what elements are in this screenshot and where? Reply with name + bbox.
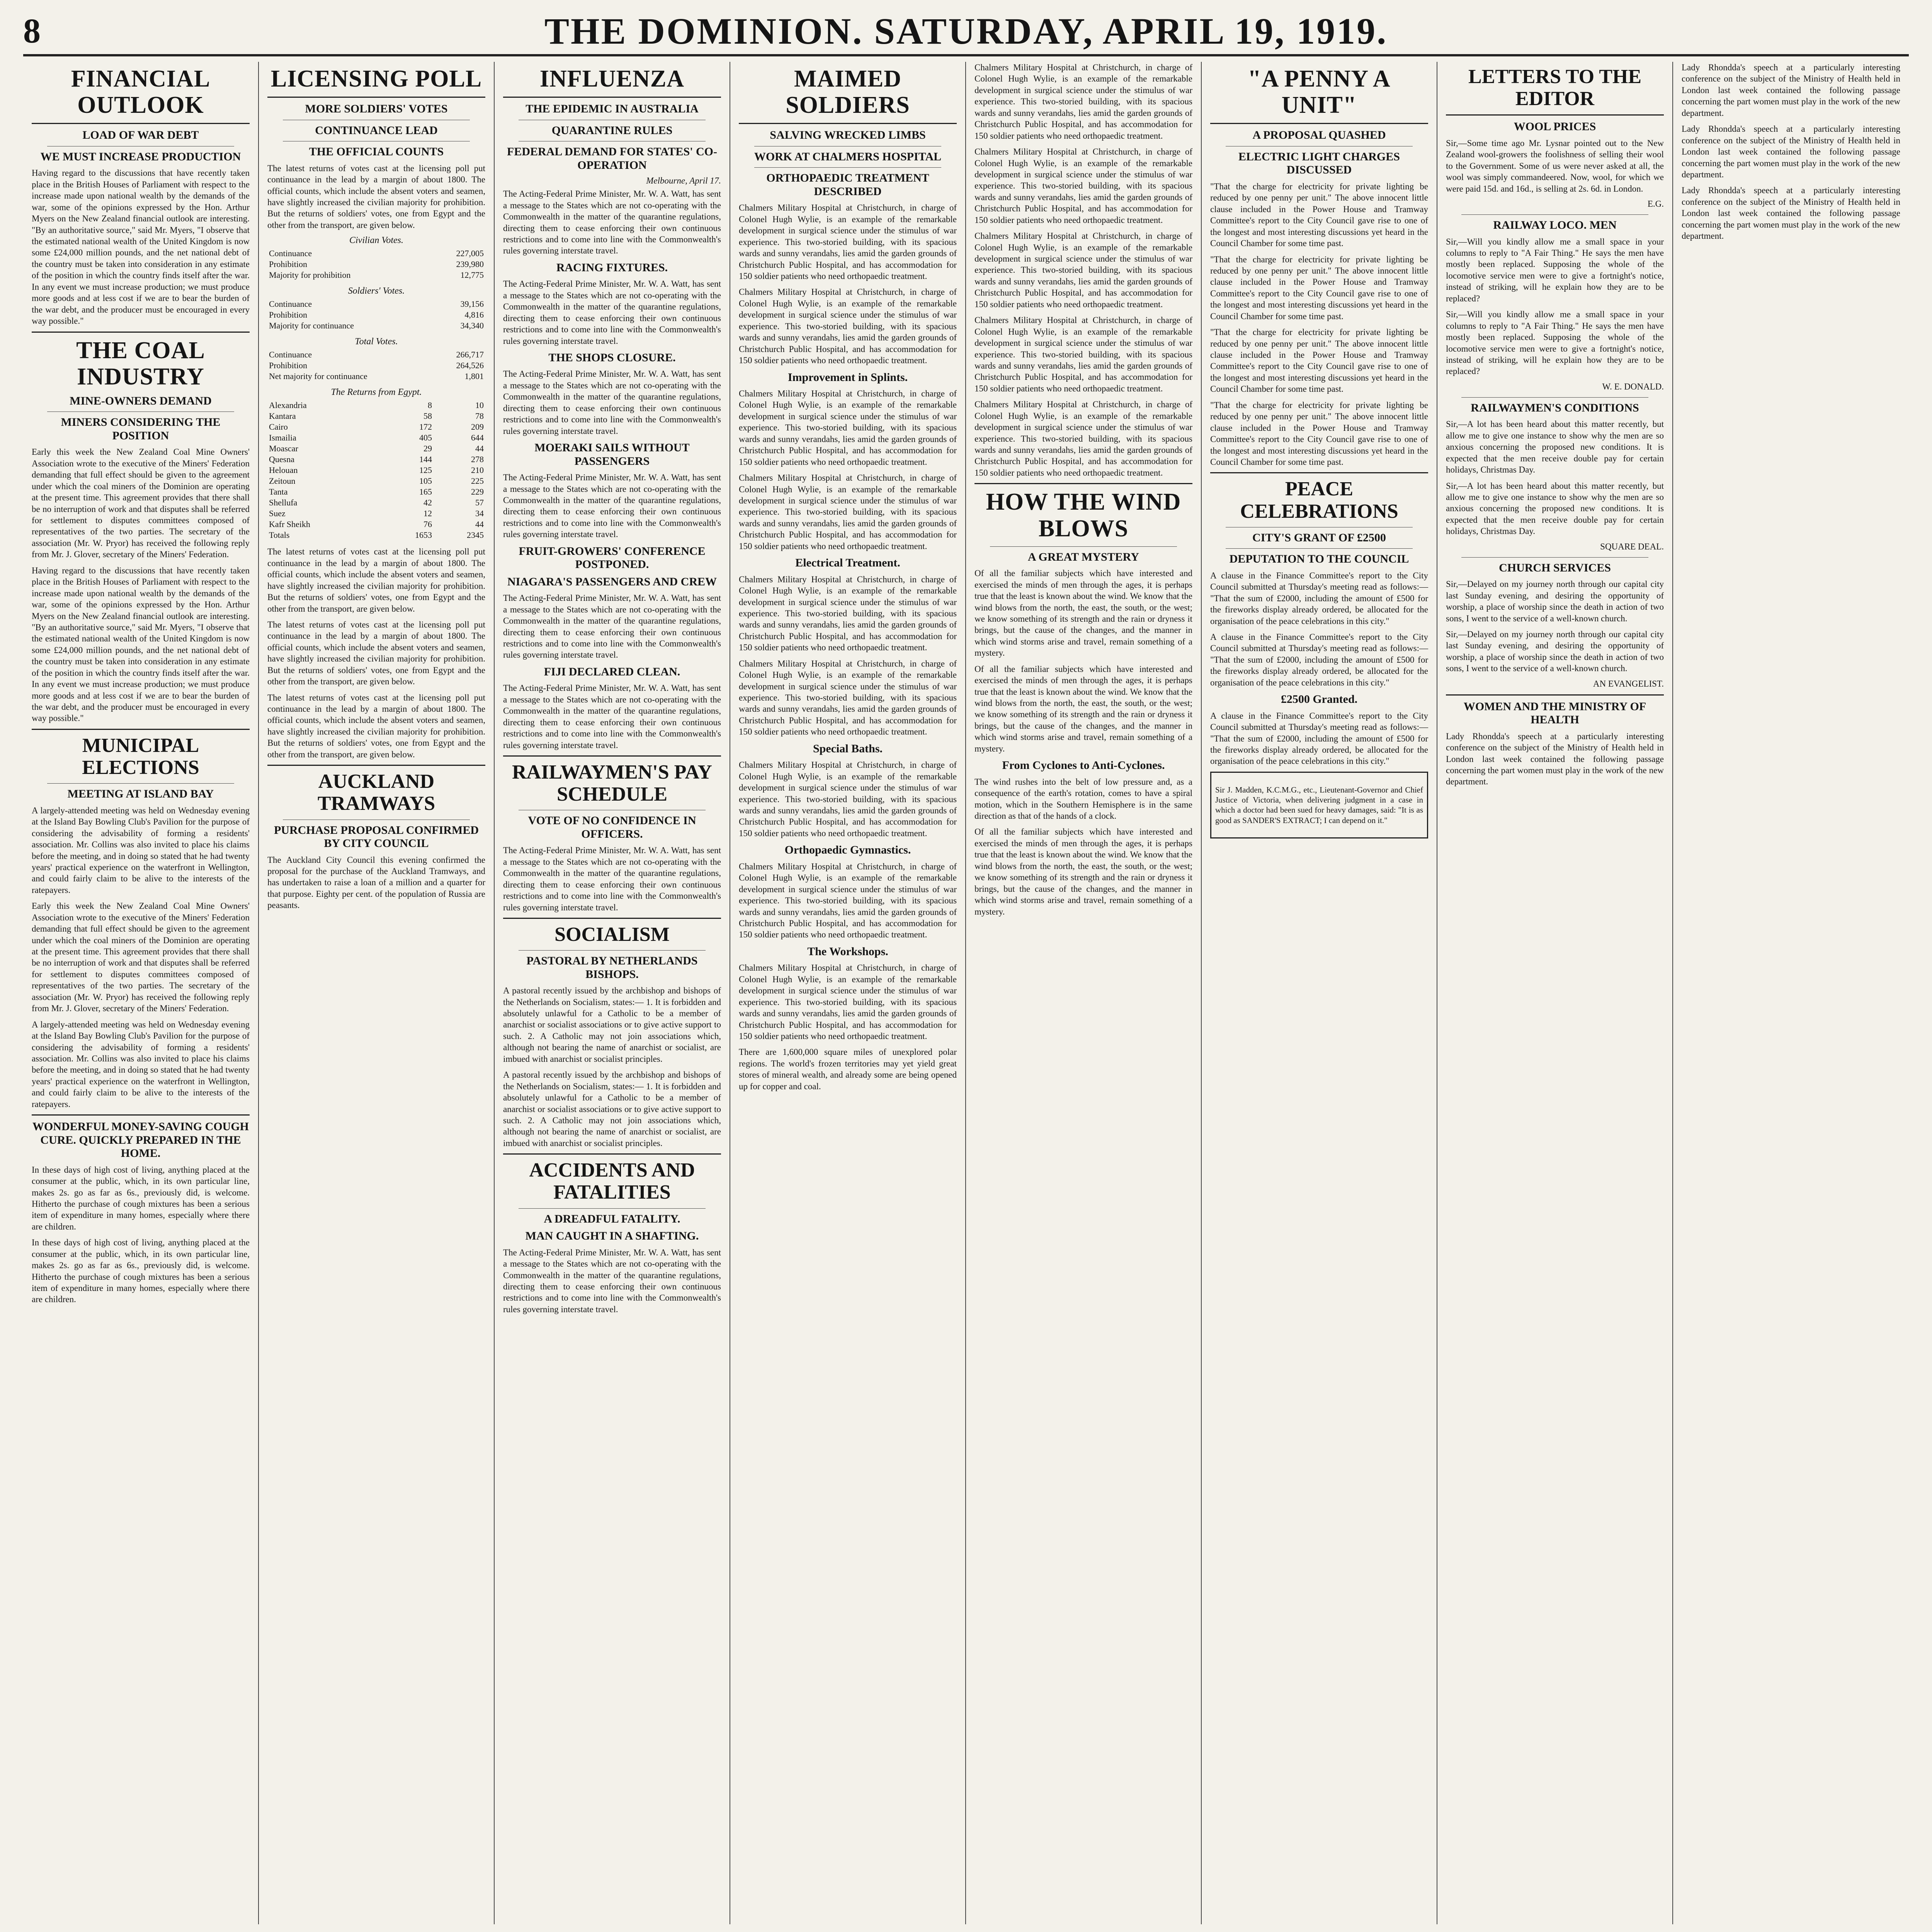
table-row: Suez 12 34 — [269, 509, 484, 519]
municipal-elections-body: A largely-attended meeting was held on Wednesday evening at the Island Bay Bowling Club's Pavilion for the purpose of considering the advisability of forming a residents' association. Mr. Collins was also invited to place his claims before the meeting, and in doing so stated that he had twenty years' practical experience on the waterfront in Wellington, and could fairly claim to be alive to the interests of the ratepayers. — [32, 805, 250, 895]
column-1 — [23, 62, 259, 1924]
accidents-sub2: MAN CAUGHT IN A SHAFTING. — [525, 1230, 699, 1243]
table-row: Kafr Sheikh 76 44 — [269, 519, 484, 529]
grant-sub: £2500 Granted. — [1281, 693, 1358, 706]
cyclones-body: The wind rushes into the belt of low pressure and, as a consequence of the earth's rotation, comes to have a spiral motion, which in the Southern Hemisphere is in the same direction as that of the hands of a clock. — [975, 777, 1192, 821]
municipal-elections-body-cont2: A largely-attended meeting was held on Wednesday evening at the Island Bay Bowling Club's Pavilion for the purpose of considering the advisability of forming a residents' association. Mr. Collins was also invited to place his claims before the meeting, and in doing so stated that he had twenty years' practical experience on the waterfront in Wellington, and could fairly claim to be alive to the interests of the ratepayers. — [32, 1019, 250, 1109]
church-services-body: Sir,—Delayed on my journey north through our capital city last Sunday evening, and desiring the opportunity of worship, a place of worship since the death in action of two sons, I went to the service of a well-known church. — [1446, 579, 1664, 623]
ministry-health-body: Lady Rhondda's speech at a particularly interesting conference on the subject of the Ministry of Health held in London last week contained the following passage concerning the part women must play in the work of the new department. — [1446, 731, 1664, 787]
coal-industry-heading: THE COAL INDUSTRY — [76, 337, 205, 390]
table-row: Cairo 172 209 — [269, 422, 484, 432]
socialism-sub: PASTORAL BY NETHERLANDS BISHOPS. — [526, 954, 698, 981]
coal-industry-body-cont: Having regard to the discussions that have recently taken place in the British Houses of Parliament with respect to the increase made upon national wealth by the demands of the war, some of the opinions expressed by the Hon. Arthur Myers on the New Zealand financial outlook are interesting. "By an authoritative source," said Mr. Myers, "I observe that the estimated national wealth of the United Kingdom is now some £24,000 million pounds, and the net national debt of the country must be taken into consideration in any estimate of the position in which the country finds itself after the war. In any event we must increase production; we must produce more goods and at less cost if we are to bear the burden of the war debt, and the producer must be encouraged in every way possible." — [32, 565, 250, 723]
workshops-sub: The Workshops. — [807, 945, 888, 958]
licensing-poll-heading: LICENSING POLL — [270, 66, 482, 92]
egypt-returns-title: The Returns from Egypt. — [331, 387, 422, 398]
fiji-body: The Acting-Federal Prime Minister, Mr. W. A. Watt, has sent a message to the States which are not co-operating with the Commonwealth in the matter of the quarantine regulations, directing them to cease enforcing their own continuous restrictions and to come into line with the Commonwealth's rules governing interstate travel. — [503, 683, 721, 750]
licensing-poll-body-cont: The latest returns of votes cast at the licensing poll put continuance in the lead by a margin of about 1800. The official counts, which include the absent voters and seamen, have slightly increased the civilian majority for prohibition. But the returns of soldiers' votes, one from Egypt and the other from the transport, are given below. — [267, 547, 485, 614]
maimed-soldiers-body: Chalmers Military Hospital at Christchurch, in charge of Colonel Hugh Wylie, is an example of the remarkable development in surgical science under the stimulus of war experience. This two-storied building, with its spacious wards and sunny verandahs, lies amid the garden grounds of Christchurch Public Hospital, and has accommodation for 150 soldier patients who need orthopaedic treatment. — [739, 203, 957, 281]
influenza-body: The Acting-Federal Prime Minister, Mr. W. A. Watt, has sent a message to the States which are not co-operating with the Commonwealth in the matter of the quarantine regulations, directing them to cease enforcing their own continuous restrictions and to come into line with the Commonwealth's rules governing interstate travel. — [503, 189, 721, 256]
penny-unit-body: "That the charge for electricity for private lighting be reduced by one penny per unit." The above innocent little clause included in the Power House and Tramway Committee's report to the City Council gave rise to one of the longest and most interesting discussions yet heard in the Council Chamber for some time past. — [1210, 181, 1428, 248]
cough-cure-ad-body-cont: In these days of high cost of living, anything placed at the consumer at the public, which, in its own particular line, makes 2s. go as far as 6s., previously did, is welcome. Hitherto the purchase of cough mixtures has been a serious item of expenditure in many homes, especially where there are children. — [32, 1238, 250, 1304]
racing-fixtures-sub: RACING FIXTURES. — [556, 261, 668, 274]
auckland-tramways-body: The Auckland City Council this evening confirmed the proposal for the purchase of the Auckland Tramways, and has undertaken to raise a loan of a million and a quarter for that purpose. Eighty per cent. of the population of Russia are peasants. — [267, 855, 485, 910]
railway-loco-sub: RAILWAY LOCO. MEN — [1493, 219, 1617, 232]
special-baths-body: Chalmers Military Hospital at Christchurch, in charge of Colonel Hugh Wylie, is an example of the remarkable development in surgical science under the stimulus of war experience. This two-storied building, with its spacious wards and sunny verandahs, lies amid the garden grounds of Christchurch Public Hospital, and has accommodation for 150 soldier patients who need orthopaedic treatment. — [739, 760, 957, 838]
influenza-heading: INFLUENZA — [539, 66, 685, 92]
soldiers-votes-table — [267, 299, 485, 331]
peace-celebrations-sub2: DEPUTATION TO THE COUNCIL — [1229, 553, 1409, 566]
newspaper-title: THE DOMINION. SATURDAY, APRIL 19, 1919. — [544, 10, 1388, 52]
table-row: Shellufa 42 57 — [269, 498, 484, 508]
table-row: Totals 1653 2345 — [269, 530, 484, 540]
maimed-soldiers-continued3: Chalmers Military Hospital at Christchurch, in charge of Colonel Hugh Wylie, is an example of the remarkable development in surgical science under the stimulus of war experience. This two-storied building, with its spacious wards and sunny verandahs, lies amid the garden grounds of Christchurch Public Hospital, and has accommodation for 150 soldier patients who need orthopaedic treatment. — [975, 231, 1192, 309]
wool-prices-sub: WOOL PRICES — [1514, 120, 1596, 133]
church-services-body-cont: Sir,—Delayed on my journey north through our capital city last Sunday evening, and desiring the opportunity of worship, a place of worship since the death in action of two sons, I went to the service of a well-known church. — [1446, 629, 1664, 673]
newspaper-page — [23, 62, 1909, 1924]
cough-cure-ad-body: In these days of high cost of living, anything placed at the consumer at the public, which, in its own particular line, makes 2s. go as far as 6s., previously did, is welcome. Hitherto the purchase of cough mixtures has been a serious item of expenditure in many homes, especially where there are children. — [32, 1165, 250, 1231]
penny-unit-heading: "A PENNY A UNIT" — [1248, 66, 1391, 119]
table-row: Majority for continuance 34,340 — [269, 321, 484, 331]
wind-blows-sub: A GREAT MYSTERY — [1028, 550, 1139, 563]
table-row: Prohibition 264,526 — [269, 361, 484, 371]
ministry-health-body-cont2: Lady Rhondda's speech at a particularly interesting conference on the subject of the Ministry of Health held in London last week contained the following passage concerning the part women must play in the work of the new department. — [1682, 124, 1900, 179]
railwaymen-conditions-body-cont: Sir,—A lot has been heard about this matter recently, but allow me to give one instance to show why the men are so anxious concerning the proposed new conditions. It is expected that the men receive double pay for certain holidays, Christmas Day. — [1446, 481, 1664, 536]
wind-blows-body: Of all the familiar subjects which have interested and exercised the minds of men through the ages, it is perhaps true that the least is known about the wind. We know that the wind blows from the north, the east, the south, or the west; we know something of its strength and the rain or dryness it brings, but the cause of the changes, and the manner in which wind storms arise and travel, remain something of a mystery. — [975, 568, 1192, 658]
influenza-sub1: THE EPIDEMIC IN AUSTRALIA — [526, 102, 699, 116]
special-baths-sub: Special Baths. — [813, 742, 883, 755]
accidents-body: The Acting-Federal Prime Minister, Mr. W. A. Watt, has sent a message to the States which are not co-operating with the Commonwealth in the matter of the quarantine regulations, directing them to cease enforcing their own continuous restrictions and to come into line with the Commonwealth's rules governing interstate travel. — [503, 1247, 721, 1314]
splints-body: Chalmers Military Hospital at Christchurch, in charge of Colonel Hugh Wylie, is an example of the remarkable development in surgical science under the stimulus of war experience. This two-storied building, with its spacious wards and sunny verandahs, lies amid the garden grounds of Christchurch Public Hospital, and has accommodation for 150 soldier patients who need orthopaedic treatment. — [739, 389, 957, 467]
electrical-sub: Electrical Treatment. — [795, 556, 900, 570]
moeraki-sub: MOERAKI SAILS WITHOUT PASSENGERS — [534, 441, 690, 468]
railway-loco-body-cont: Sir,—Will you kindly allow me a small space in your columns to reply to "A Fair Thing." He says the men have mostly been replaced. Supposing the whole of the locomotive service men were to give a fortnight's notice, instead of striking, will he explain how they are to be replaced? — [1446, 310, 1664, 376]
accidents-sub1: A DREADFUL FATALITY. — [544, 1212, 680, 1225]
accidents-heading: ACCIDENTS AND FATALITIES — [529, 1159, 695, 1204]
racing-fixtures-body: The Acting-Federal Prime Minister, Mr. W. A. Watt, has sent a message to the States which are not co-operating with the Commonwealth in the matter of the quarantine regulations, directing them to cease enforcing their own continuous restrictions and to come into line with the Commonwealth's rules governing interstate travel. — [503, 279, 721, 346]
soldiers-votes-title: Soldiers' Votes. — [348, 286, 405, 296]
influenza-dateline: Melbourne, April 17. — [646, 176, 721, 186]
fruit-growers-sub: FRUIT-GROWERS' CONFERENCE POSTPONED. — [519, 544, 706, 571]
electrical-body: Chalmers Military Hospital at Christchurch, in charge of Colonel Hugh Wylie, is an example of the remarkable development in surgical science under the stimulus of war experience. This two-storied building, with its spacious wards and sunny verandahs, lies amid the garden grounds of Christchurch Public Hospital, and has accommodation for 150 soldier patients who need orthopaedic treatment. — [739, 574, 957, 653]
civilian-votes-table — [267, 248, 485, 281]
masthead — [23, 8, 1909, 56]
socialism-body: A pastoral recently issued by the archbishop and bishops of the Netherlands on Socialism, states:— 1. It is forbidden and absolutely unlawful for a Catholic to be a member of anarchist or socialist associations or to give active support to such. 2. A Catholic may not join associations which, although not bearing the name of anarchist or socialist, are imbued with anarchist or socialist principles. — [503, 986, 721, 1064]
column-7 — [1437, 62, 1673, 1924]
civilian-votes-title: Civilian Votes. — [349, 235, 403, 246]
wind-blows-body-cont: Of all the familiar subjects which have interested and exercised the minds of men through the ages, it is perhaps true that the least is known about the wind. We know that the wind blows from the north, the east, the south, or the west; we know something of its strength and the rain or dryness it brings, but the cause of the changes, and the manner in which wind storms arise and travel, remain something of a mystery. — [975, 664, 1192, 753]
licensing-poll-body-cont3: The latest returns of votes cast at the licensing poll put continuance in the lead by a margin of about 1800. The official counts, which include the absent voters and seamen, have slightly increased the civilian majority for prohibition. But the returns of soldiers' votes, one from Egypt and the other from the transport, are given below. — [267, 692, 485, 759]
municipal-elections-heading: MUNICIPAL ELECTIONS — [82, 734, 199, 779]
table-row: Continuance 266,717 — [269, 350, 484, 360]
ministry-health-body-cont: Lady Rhondda's speech at a particularly interesting conference on the subject of the Ministry of Health held in London last week contained the following passage concerning the part women must play in the work of the new department. — [1682, 63, 1900, 118]
coal-industry-body: Early this week the New Zealand Coal Mine Owners' Association wrote to the executive of the Miners' Federation demanding that full effect should be given to the agreement under which the coal miners of the Dominion are operating at the present time. This agreement provides that there shall be no interruption of work and that disputes shall be referred for settlement to disputes committees composed of representatives of the two parties. The secretary of the association (Mr. W. Pryor) has received the following reply from Mr. J. Glover, secretary of the Miners' Federation. — [32, 447, 250, 560]
wind-blows-heading: HOW THE WIND BLOWS — [986, 489, 1181, 542]
table-row: Alexandria 8 10 — [269, 400, 484, 410]
influenza-sub2: QUARANTINE RULES — [551, 124, 673, 137]
shops-closure-sub: THE SHOPS CLOSURE. — [548, 351, 676, 364]
table-row: Zeitoun 105 225 — [269, 476, 484, 486]
licensing-poll-sub2: CONTINUANCE LEAD — [315, 124, 438, 137]
table-row: Kantara 58 78 — [269, 411, 484, 421]
maimed-soldiers-continued4: Chalmers Military Hospital at Christchurch, in charge of Colonel Hugh Wylie, is an example of the remarkable development in surgical science under the stimulus of war experience. This two-storied building, with its spacious wards and sunny verandahs, lies amid the garden grounds of Christchurch Public Hospital, and has accommodation for 150 soldier patients who need orthopaedic treatment. — [975, 315, 1192, 393]
licensing-poll-body-cont2: The latest returns of votes cast at the licensing poll put continuance in the lead by a margin of about 1800. The official counts, which include the absent voters and seamen, have slightly increased the civilian majority for prohibition. But the returns of soldiers' votes, one from Egypt and the other from the transport, are given below. — [267, 619, 485, 687]
gymnastics-sub: Orthopaedic Gymnastics. — [784, 844, 911, 857]
fiji-sub: FIJI DECLARED CLEAN. — [544, 665, 680, 678]
electrical-body-cont: Chalmers Military Hospital at Christchurch, in charge of Colonel Hugh Wylie, is an example of the remarkable development in surgical science under the stimulus of war experience. This two-storied building, with its spacious wards and sunny verandahs, lies amid the garden grounds of Christchurch Public Hospital, and has accommodation for 150 soldier patients who need orthopaedic treatment. — [739, 658, 957, 737]
auckland-tramways-heading: AUCKLAND TRAMWAYS — [317, 770, 435, 815]
sanders-extract-ad-body: Sir J. Madden, K.C.M.G., etc., Lieutenant-Governor and Chief Justice of Victoria, when delivering judgment in a case in which a doctor had been sued for heavy damages, said: "It is as good as SANDER'S EXTRACT; I can depend on it." — [1215, 785, 1423, 825]
column-3 — [495, 62, 730, 1924]
maimed-soldiers-continued5: Chalmers Military Hospital at Christchurch, in charge of Colonel Hugh Wylie, is an example of the remarkable development in surgical science under the stimulus of war experience. This two-storied building, with its spacious wards and sunny verandahs, lies amid the garden grounds of Christchurch Public Hospital, and has accommodation for 150 soldier patients who need orthopaedic treatment. — [975, 400, 1192, 478]
niagara-body: The Acting-Federal Prime Minister, Mr. W. A. Watt, has sent a message to the States which are not co-operating with the Commonwealth in the matter of the quarantine regulations, directing them to cease enforcing their own continuous restrictions and to come into line with the Commonwealth's rules governing interstate travel. — [503, 593, 721, 660]
maimed-soldiers-sub1: SALVING WRECKED LIMBS — [770, 129, 926, 142]
ministry-health-body-cont3: Lady Rhondda's speech at a particularly interesting conference on the subject of the Ministry of Health held in London last week contained the following passage concerning the part women must play in the work of the new department. — [1682, 185, 1900, 241]
peace-celebrations-body-cont: A clause in the Finance Committee's report to the City Council submitted at Thursday's meeting read as follows:— "That the sum of £2000, including the amount of £500 for the fireworks display already ordered, be allocated for the organisation of the peace celebrations in this city." — [1210, 632, 1428, 687]
railwaymen-pay-sub: VOTE OF NO CONFIDENCE IN OFFICERS. — [528, 814, 696, 840]
wool-prices-signature: E.G. — [1647, 199, 1664, 209]
railwaymen-conditions-signature: SQUARE DEAL. — [1600, 541, 1664, 551]
table-row: Helouan 125 210 — [269, 465, 484, 475]
column-8 — [1673, 62, 1909, 1924]
financial-outlook-sub2: WE MUST INCREASE PRODUCTION — [40, 150, 241, 163]
maimed-soldiers-body-cont: Chalmers Military Hospital at Christchurch, in charge of Colonel Hugh Wylie, is an example of the remarkable development in surgical science under the stimulus of war experience. This two-storied building, with its spacious wards and sunny verandahs, lies amid the garden grounds of Christchurch Public Hospital, and has accommodation for 150 soldier patients who need orthopaedic treatment. — [739, 287, 957, 366]
cyclones-sub: From Cyclones to Anti-Cyclones. — [1002, 759, 1165, 772]
workshops-body: Chalmers Military Hospital at Christchurch, in charge of Colonel Hugh Wylie, is an example of the remarkable development in surgical science under the stimulus of war experience. This two-storied building, with its spacious wards and sunny verandahs, lies amid the garden grounds of Christchurch Public Hospital, and has accommodation for 150 soldier patients who need orthopaedic treatment. — [739, 963, 957, 1041]
auckland-tramways-sub: PURCHASE PROPOSAL CONFIRMED BY CITY COUNCIL — [274, 823, 479, 850]
wool-prices-body: Sir,—Some time ago Mr. Lysnar pointed out to the New Zealand wool-growers the foolishness of selling their wool to the Government. Some of us were never asked at all, the wool was simply commandeered. Now, wool, for which we were paid 15d. and 16d., is selling at 2s. 6d. in London. — [1446, 138, 1664, 194]
cough-cure-ad-heading: WONDERFUL MONEY-SAVING COUGH CURE. QUICKLY PREPARED IN THE HOME. — [32, 1120, 249, 1160]
ministry-health-sub: WOMEN AND THE MINISTRY OF HEALTH — [1463, 700, 1646, 726]
table-row: Quesna 144 278 — [269, 454, 484, 464]
peace-celebrations-sub1: CITY'S GRANT OF £2500 — [1252, 531, 1386, 544]
railwaymen-pay-body: The Acting-Federal Prime Minister, Mr. W. A. Watt, has sent a message to the States which are not co-operating with the Commonwealth in the matter of the quarantine regulations, directing them to cease enforcing their own continuous restrictions and to come into line with the Commonwealth's rules governing interstate travel. — [503, 845, 721, 912]
municipal-elections-body-cont: Early this week the New Zealand Coal Mine Owners' Association wrote to the executive of the Miners' Federation demanding that full effect should be given to the agreement under which the coal miners of the Dominion are operating at the present time. This agreement provides that there shall be no interruption of work and that disputes shall be referred for settlement to disputes committees composed of representatives of the two parties. The secretary of the association (Mr. W. Pryor) has received the following reply from Mr. J. Glover, secretary of the Miners' Federation. — [32, 901, 250, 1014]
socialism-body-cont: A pastoral recently issued by the archbishop and bishops of the Netherlands on Socialism, states:— 1. It is forbidden and absolutely unlawful for a Catholic to be a member of anarchist or socialist associations or to give active support to such. 2. A Catholic may not join associations which, although not bearing the name of anarchist or socialist, are imbued with anarchist or socialist principles. — [503, 1070, 721, 1148]
niagara-sub: NIAGARA'S PASSENGERS AND CREW — [507, 575, 717, 588]
railway-loco-body: Sir,—Will you kindly allow me a small space in your columns to reply to "A Fair Thing." He says the men have mostly been replaced. Supposing the whole of the locomotive service men were to give a fortnight's notice, instead of striking, will he explain how they are to be replaced? — [1446, 236, 1664, 303]
coal-industry-sub2: MINERS CONSIDERING THE POSITION — [61, 416, 221, 442]
table-row: Prohibition 4,816 — [269, 310, 484, 320]
table-row: Ismailia 405 644 — [269, 433, 484, 443]
maimed-soldiers-sub2: WORK AT CHALMERS HOSPITAL — [754, 150, 942, 163]
letters-heading: LETTERS TO THE EDITOR — [1468, 66, 1642, 110]
influenza-sub3: FEDERAL DEMAND FOR STATES' CO-OPERATION — [507, 145, 717, 172]
financial-outlook-sub1: LOAD OF WAR DEBT — [82, 129, 199, 142]
penny-unit-body-cont3: "That the charge for electricity for private lighting be reduced by one penny per unit." The above innocent little clause included in the Power House and Tramway Committee's report to the City Council gave rise to one of the longest and most interesting discussions yet heard in the Council Chamber for some time past. — [1210, 400, 1428, 467]
table-row: Moascar 29 44 — [269, 444, 484, 454]
grant-body: A clause in the Finance Committee's report to the City Council submitted at Thursday's meeting read as follows:— "That the sum of £2000, including the amount of £500 for the fireworks display already ordered, be allocated for the organisation of the peace celebrations in this city." — [1210, 711, 1428, 766]
column-6 — [1202, 62, 1437, 1924]
penny-unit-body-cont2: "That the charge for electricity for private lighting be reduced by one penny per unit." The above innocent little clause included in the Power House and Tramway Committee's report to the City Council gave rise to one of the longest and most interesting discussions yet heard in the Council Chamber for some time past. — [1210, 327, 1428, 394]
splints-body-cont: Chalmers Military Hospital at Christchurch, in charge of Colonel Hugh Wylie, is an example of the remarkable development in surgical science under the stimulus of war experience. This two-storied building, with its spacious wards and sunny verandahs, lies amid the garden grounds of Christchurch Public Hospital, and has accommodation for 150 soldier patients who need orthopaedic treatment. — [739, 473, 957, 551]
shops-closure-body: The Acting-Federal Prime Minister, Mr. W. A. Watt, has sent a message to the States which are not co-operating with the Commonwealth in the matter of the quarantine regulations, directing them to cease enforcing their own continuous restrictions and to come into line with the Commonwealth's rules governing interstate travel. — [503, 369, 721, 436]
maimed-soldiers-sub3: ORTHOPAEDIC TREATMENT DESCRIBED — [766, 172, 929, 198]
socialism-heading: SOCIALISM — [554, 923, 670, 946]
sanders-extract-ad — [1210, 772, 1428, 838]
table-row: Prohibition 239,980 — [269, 259, 484, 269]
table-row: Tanta 165 229 — [269, 487, 484, 497]
penny-unit-body-cont: "That the charge for electricity for private lighting be reduced by one penny per unit." The above innocent little clause included in the Power House and Tramway Committee's report to the City Council gave rise to one of the longest and most interesting discussions yet heard in the Council Chamber for some time past. — [1210, 254, 1428, 321]
total-votes-title: Total Votes. — [355, 337, 398, 347]
railwaymen-pay-heading: RAILWAYMEN'S PAY SCHEDULE — [512, 761, 712, 806]
financial-outlook-body: Having regard to the discussions that have recently taken place in the British Houses of Parliament with respect to the increase made upon national wealth by the demands of the war, some of the opinions expressed by the Hon. Arthur Myers on the New Zealand financial outlook are interesting. "By an authoritative source," said Mr. Myers, "I observe that the estimated national wealth of the United Kingdom is now some £24,000 million pounds, and the net national debt of the country must be taken into consideration in any estimate of the position in which the country finds itself after the war. In any event we must increase production; we must produce more goods and at less cost if we are to bear the burden of the war debt, and the producer must be encouraged in every way possible." — [32, 168, 250, 326]
licensing-poll-sub1: MORE SOLDIERS' VOTES — [305, 102, 448, 116]
peace-celebrations-heading: PEACE CELEBRATIONS — [1240, 478, 1398, 522]
railway-loco-signature: W. E. DONALD. — [1602, 381, 1664, 391]
total-votes-table — [267, 349, 485, 382]
maimed-soldiers-continued2: Chalmers Military Hospital at Christchurch, in charge of Colonel Hugh Wylie, is an example of the remarkable development in surgical science under the stimulus of war experience. This two-storied building, with its spacious wards and sunny verandahs, lies amid the garden grounds of Christchurch Public Hospital, and has accommodation for 150 soldier patients who need orthopaedic treatment. — [975, 147, 1192, 225]
moeraki-body: The Acting-Federal Prime Minister, Mr. W. A. Watt, has sent a message to the States which are not co-operating with the Commonwealth in the matter of the quarantine regulations, directing them to cease enforcing their own continuous restrictions and to come into line with the Commonwealth's rules governing interstate travel. — [503, 473, 721, 539]
polar-regions-body: There are 1,600,000 square miles of unexplored polar regions. The world's frozen territories may yet yield great stores of mineral wealth, and already some are being opened up for copper and coal. — [739, 1047, 957, 1091]
egypt-returns-table — [267, 400, 485, 541]
church-services-signature: AN EVANGELIST. — [1593, 679, 1664, 689]
gymnastics-body: Chalmers Military Hospital at Christchurch, in charge of Colonel Hugh Wylie, is an example of the remarkable development in surgical science under the stimulus of war experience. This two-storied building, with its spacious wards and sunny verandahs, lies amid the garden grounds of Christchurch Public Hospital, and has accommodation for 150 soldier patients who need orthopaedic treatment. — [739, 861, 957, 940]
column-5 — [966, 62, 1202, 1924]
railwaymen-conditions-sub: RAILWAYMEN'S CONDITIONS — [1471, 401, 1639, 414]
page-number: 8 — [23, 12, 41, 50]
maimed-soldiers-heading: MAIMED SOLDIERS — [786, 66, 910, 119]
coal-industry-sub1: MINE-OWNERS DEMAND — [70, 394, 212, 407]
column-2 — [259, 62, 495, 1924]
railwaymen-conditions-body: Sir,—A lot has been heard about this matter recently, but allow me to give one instance to show why the men are so anxious concerning the proposed new conditions. It is expected that the men receive double pay for certain holidays, Christmas Day. — [1446, 419, 1664, 475]
column-4 — [730, 62, 966, 1924]
table-row: Continuance 39,156 — [269, 299, 484, 309]
peace-celebrations-body: A clause in the Finance Committee's report to the City Council submitted at Thursday's meeting read as follows:— "That the sum of £2000, including the amount of £500 for the fireworks display already ordered, be allocated for the organisation of the peace celebrations in this city." — [1210, 570, 1428, 626]
municipal-elections-sub: MEETING AT ISLAND BAY — [67, 787, 214, 801]
penny-unit-sub2: ELECTRIC LIGHT CHARGES DISCUSSED — [1238, 150, 1400, 177]
penny-unit-sub1: A PROPOSAL QUASHED — [1252, 129, 1386, 142]
cyclones-body-cont: Of all the familiar subjects which have interested and exercised the minds of men through the ages, it is perhaps true that the least is known about the wind. We know that the wind blows from the north, the east, the south, or the west; we know something of its strength and the rain or dryness it brings, but the cause of the changes, and the manner in which wind storms arise and travel, remain something of a mystery. — [975, 827, 1192, 917]
table-row: Majority for prohibition 12,775 — [269, 270, 484, 280]
maimed-soldiers-continued: Chalmers Military Hospital at Christchurch, in charge of Colonel Hugh Wylie, is an example of the remarkable development in surgical science under the stimulus of war experience. This two-storied building, with its spacious wards and sunny verandahs, lies amid the garden grounds of Christchurch Public Hospital, and has accommodation for 150 soldier patients who need orthopaedic treatment. — [975, 63, 1192, 141]
licensing-poll-body: The latest returns of votes cast at the licensing poll put continuance in the lead by a margin of about 1800. The official counts, which include the absent voters and seamen, have slightly increased the civilian majority for prohibition. But the returns of soldiers' votes, one from Egypt and the other from the transport, are given below. — [267, 163, 485, 230]
financial-outlook-heading: FINANCIAL OUTLOOK — [71, 66, 211, 119]
church-services-sub: CHURCH SERVICES — [1499, 561, 1611, 574]
licensing-poll-sub3: THE OFFICIAL COUNTS — [309, 145, 444, 158]
table-row: Continuance 227,005 — [269, 248, 484, 259]
table-row: Net majority for continuance 1,801 — [269, 371, 484, 381]
splints-sub: Improvement in Splints. — [787, 371, 908, 384]
